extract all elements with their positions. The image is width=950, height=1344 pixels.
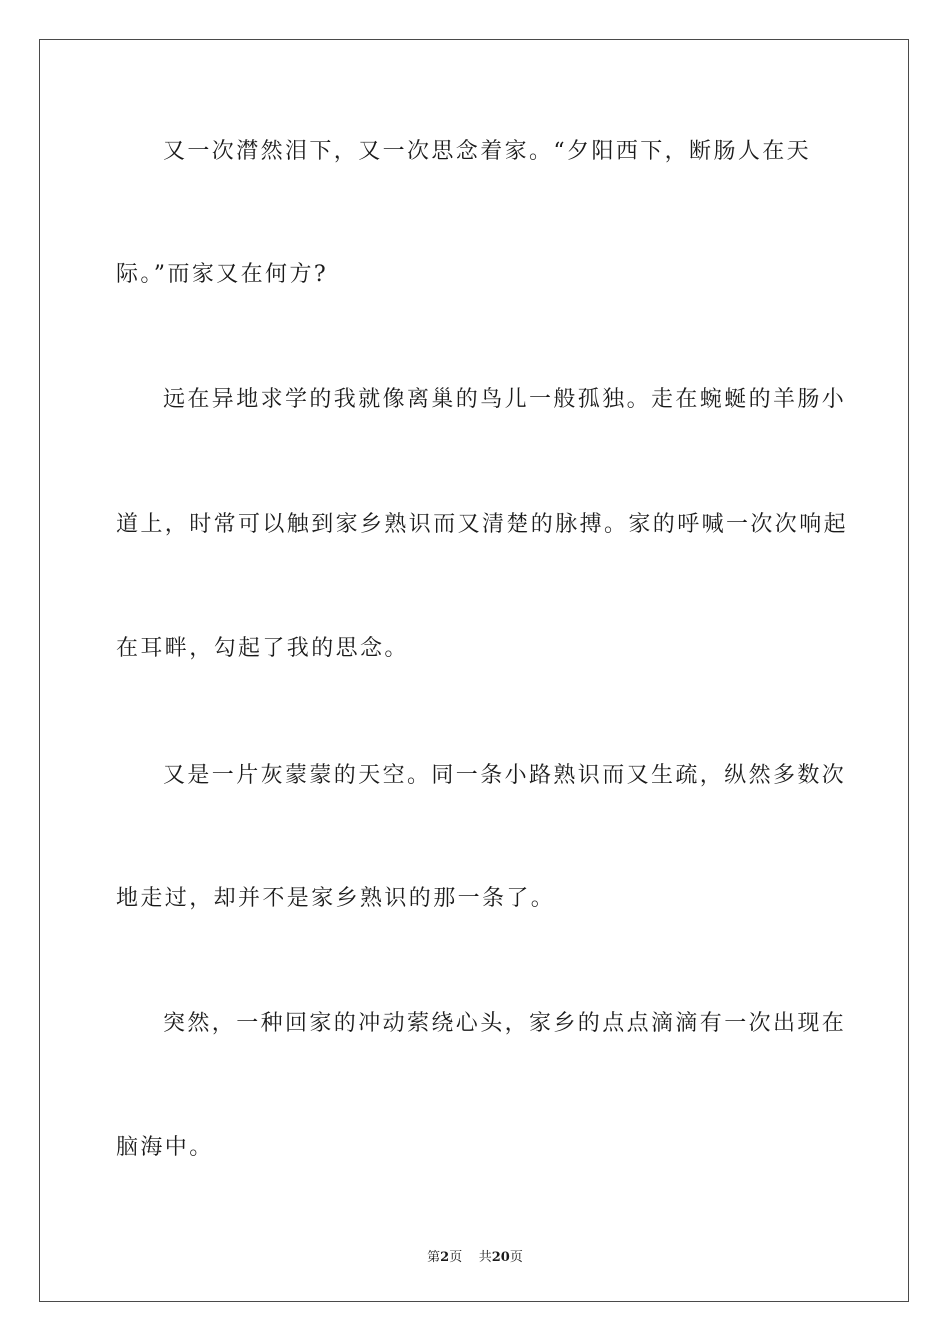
page-border (39, 39, 909, 1302)
paragraph-1-line-2: 际。”而家又在何方? (116, 262, 329, 287)
paragraph-4-line-1: 突然，一种回家的冲动萦绕心头，家乡的点点滴滴有一次出现在 (163, 1011, 847, 1036)
paragraph-1-line-1: 又一次潸然泪下，又一次思念着家。“夕阳西下，断肠人在天 (163, 139, 812, 164)
paragraph-3-line-1: 又是一片灰蒙蒙的天空。同一条小路熟识而又生疏，纵然多数次 (163, 763, 847, 788)
footer-page-number: 2 (440, 1250, 450, 1265)
footer-prefix: 第 (427, 1250, 441, 1265)
page-footer (0, 1246, 950, 1265)
paragraph-2-line-2: 道上，时常可以触到家乡熟识而又清楚的脉搏。家的呼喊一次次响起 (116, 512, 849, 537)
footer-page-suffix: 页 (449, 1250, 463, 1265)
paragraph-3-line-2: 地走过，却并不是家乡熟识的那一条了。 (116, 886, 556, 911)
paragraph-2-line-3: 在耳畔，勾起了我的思念。 (116, 636, 409, 661)
paragraph-4-line-2: 脑海中。 (116, 1135, 214, 1160)
footer-total-suffix: 页 (509, 1250, 523, 1265)
footer-total-pages: 20 (491, 1250, 510, 1265)
footer-total-prefix: 共 (478, 1250, 492, 1265)
paragraph-2-line-1: 远在异地求学的我就像离巢的鸟儿一般孤独。走在蜿蜒的羊肠小 (163, 387, 847, 412)
